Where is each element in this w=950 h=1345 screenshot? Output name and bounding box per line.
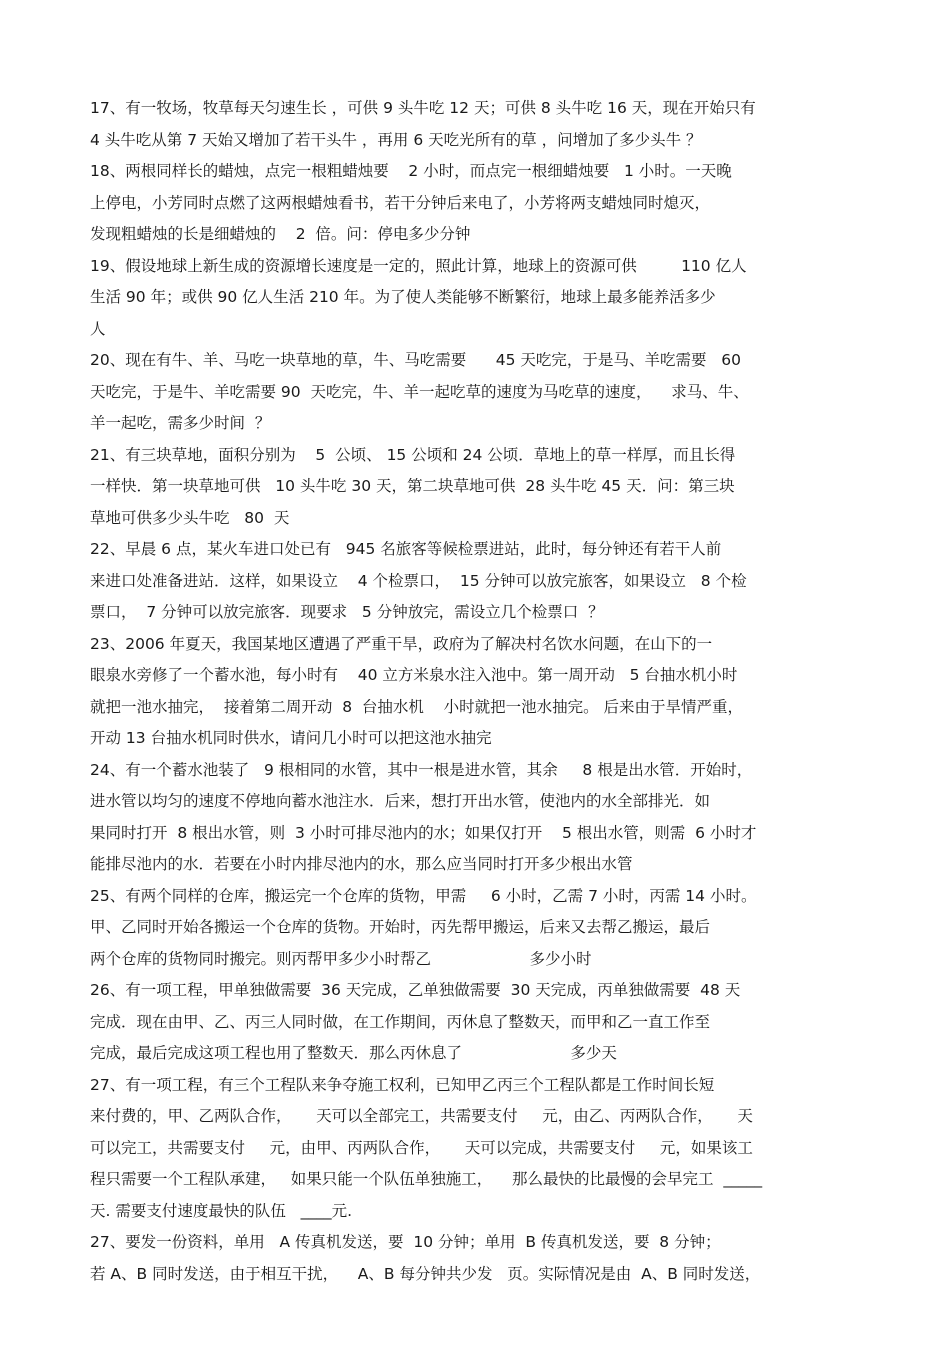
text-line: 一样快．第一块草地可供 10 头牛吃 30 天，第二块草地可供 28 头牛吃 45 天．问：第三块 — [90, 477, 735, 495]
text-line: 票口， 7 分钟可以放完旅客．现要求 5 分钟放完，需设立几个检票口 ？ — [90, 603, 604, 621]
text-line: 4 头牛吃从第 7 天始又增加了若干头牛 ，再用 6 天吃光所有的草 ，问增加了多少头牛 ？ — [90, 130, 702, 149]
text-line: 羊一起吃，需多少时间 ？ — [90, 414, 271, 432]
text-line: 果同时打开 8 根出水管，则 3 小时可排尽池内的水；如果仅打开 5 根出水管，则需 6 小时才 — [90, 823, 757, 842]
problem-20 — [90, 345, 860, 440]
text-line: 上停电，小芳同时点燃了这两根蜡烛看书，若干分钟后来电了，小芳将两支蜡烛同时熄灭， — [90, 193, 711, 212]
text-line: 完成，最后完成这项工程也用了整数天．那么丙休息了 多少天 — [90, 1044, 617, 1062]
text-line: 能排尽池内的水．若要在小时内排尽池内的水，那么应当同时打开多少根出水管 — [90, 855, 633, 873]
text-line: 24、有一个蓄水池装了 9 根相同的水管，其中一根是进水管，其余 8 根是出水管．开始时， — [90, 760, 753, 779]
problem-27-fax — [90, 1227, 860, 1290]
text-line: 眼泉水旁修了一个蓄水池，每小时有 40 立方米泉水注入池中。第一周开动 5 台抽水机小时 — [90, 666, 738, 684]
text-line: 就把一池水抽完， 接着第二周开动 8 台抽水机 小时就把一池水抽完。 后来由于旱情严重， — [90, 697, 744, 716]
text-line: 25、有两个同样的仓库，搬运完一个仓库的货物，甲需 6 小时，乙需 7 小时，丙需 14 小时。 — [90, 886, 757, 905]
problem-18 — [90, 156, 860, 251]
problem-21 — [90, 440, 860, 535]
problem-26 — [90, 975, 860, 1070]
text-line: 草地可供多少头牛吃 80 天 — [90, 508, 290, 527]
text-line: 天. 需要支付速度最快的队伍 ____元. — [90, 1201, 353, 1220]
text-line: 完成．现在由甲、乙、丙三人同时做，在工作期间，丙休息了整数天，而甲和乙一直工作至 — [90, 1012, 711, 1031]
text-line: 22、早晨 6 点，某火车进口处已有 945 名旅客等候检票进站，此时，每分钟还有若干人前 — [90, 540, 722, 558]
text-line: 开动 13 台抽水机同时供水，请问几小时可以把这池水抽完 — [90, 729, 492, 747]
problem-19 — [90, 251, 860, 346]
text-line: 若 A、B 同时发送，由于相互干扰， A、B 每分钟共少发 页。实际情况是由 A、B 同时发送， — [90, 1264, 761, 1283]
text-line: 27、要发一份资料，单用 A 传真机发送，要 10 分钟；单用 B 传真机发送，要 8 分钟； — [90, 1233, 721, 1251]
text-line: 20、现在有牛、羊、马吃一块草地的草，牛、马吃需要 45 天吃完，于是马、羊吃需要 60 — [90, 351, 741, 369]
text-line: 26、有一项工程，甲单独做需要 36 天完成，乙单独做需要 30 天完成，丙单独做需要 48 天 — [90, 981, 741, 999]
text-line: 生活 90 年；或供 90 亿人生活 210 年。为了使人类能够不断繁衍，地球上最多能养活多少 — [90, 288, 716, 306]
problem-24 — [90, 755, 860, 881]
problem-27-engineering — [90, 1070, 860, 1228]
text-line: 发现粗蜡烛的长是细蜡烛的 2 倍。问：停电多少分钟 — [90, 225, 471, 243]
text-line: 可以完工，共需要支付 元，由甲、丙两队合作， 天可以完成，共需要支付 元，如果该工 — [90, 1138, 753, 1157]
text-line: 人 — [90, 319, 106, 338]
text-line: 来付费的，甲、乙两队合作， 天可以全部完工，共需要支付 元，由乙、丙两队合作， 天 — [90, 1107, 753, 1125]
text-line: 程只需要一个工程队承建， 如果只能一个队伍单独施工， 那么最快的比最慢的会早完工 _____ — [90, 1170, 763, 1188]
problem-22 — [90, 534, 860, 629]
text-line: 27、有一项工程，有三个工程队来争夺施工权利，已知甲乙丙三个工程队都是工作时间长短 — [90, 1075, 715, 1094]
text-line: 天吃完，于是牛、羊吃需要 90 天吃完，牛、羊一起吃草的速度为马吃草的速度， 求马、牛、 — [90, 382, 749, 401]
text-line: 19、假设地球上新生成的资源增长速度是一定的，照此计算，地球上的资源可供 110 亿人 — [90, 256, 747, 275]
text-line: 23、2006 年夏天，我国某地区遭遇了严重干旱，政府为了解决村名饮水问题，在山下的一 — [90, 634, 713, 653]
problem-25 — [90, 881, 860, 976]
problem-list — [90, 93, 860, 1290]
text-line: 18、两根同样长的蜡烛，点完一根粗蜡烛要 2 小时，而点完一根细蜡烛要 1 小时。一天晚 — [90, 162, 732, 180]
text-line: 进水管以均匀的速度不停地向蓄水池注水．后来，想打开出水管，使池内的水全部排光．如 — [90, 792, 711, 810]
text-line: 两个仓库的货物同时搬完。则丙帮甲多少小时帮乙 多少小时 — [90, 949, 592, 968]
text-line: 21、有三块草地，面积分别为 5 公顷、 15 公顷和 24 公顷．草地上的草一样厚，而且长得 — [90, 445, 736, 464]
text-line: 17、有一牧场，牧草每天匀速生长 ，可供 9 头牛吃 12 天；可供 8 头牛吃 16 天，现在开始只有 — [90, 99, 756, 117]
text-line: 甲、乙同时开始各搬运一个仓库的货物。开始时，丙先帮甲搬运，后来又去帮乙搬运，最后 — [90, 918, 711, 936]
problem-17 — [90, 93, 860, 156]
text-line: 来进口处准备进站．这样，如果设立 4 个检票口， 15 分钟可以放完旅客，如果设立 8 个检 — [90, 571, 747, 590]
problem-23 — [90, 629, 860, 755]
